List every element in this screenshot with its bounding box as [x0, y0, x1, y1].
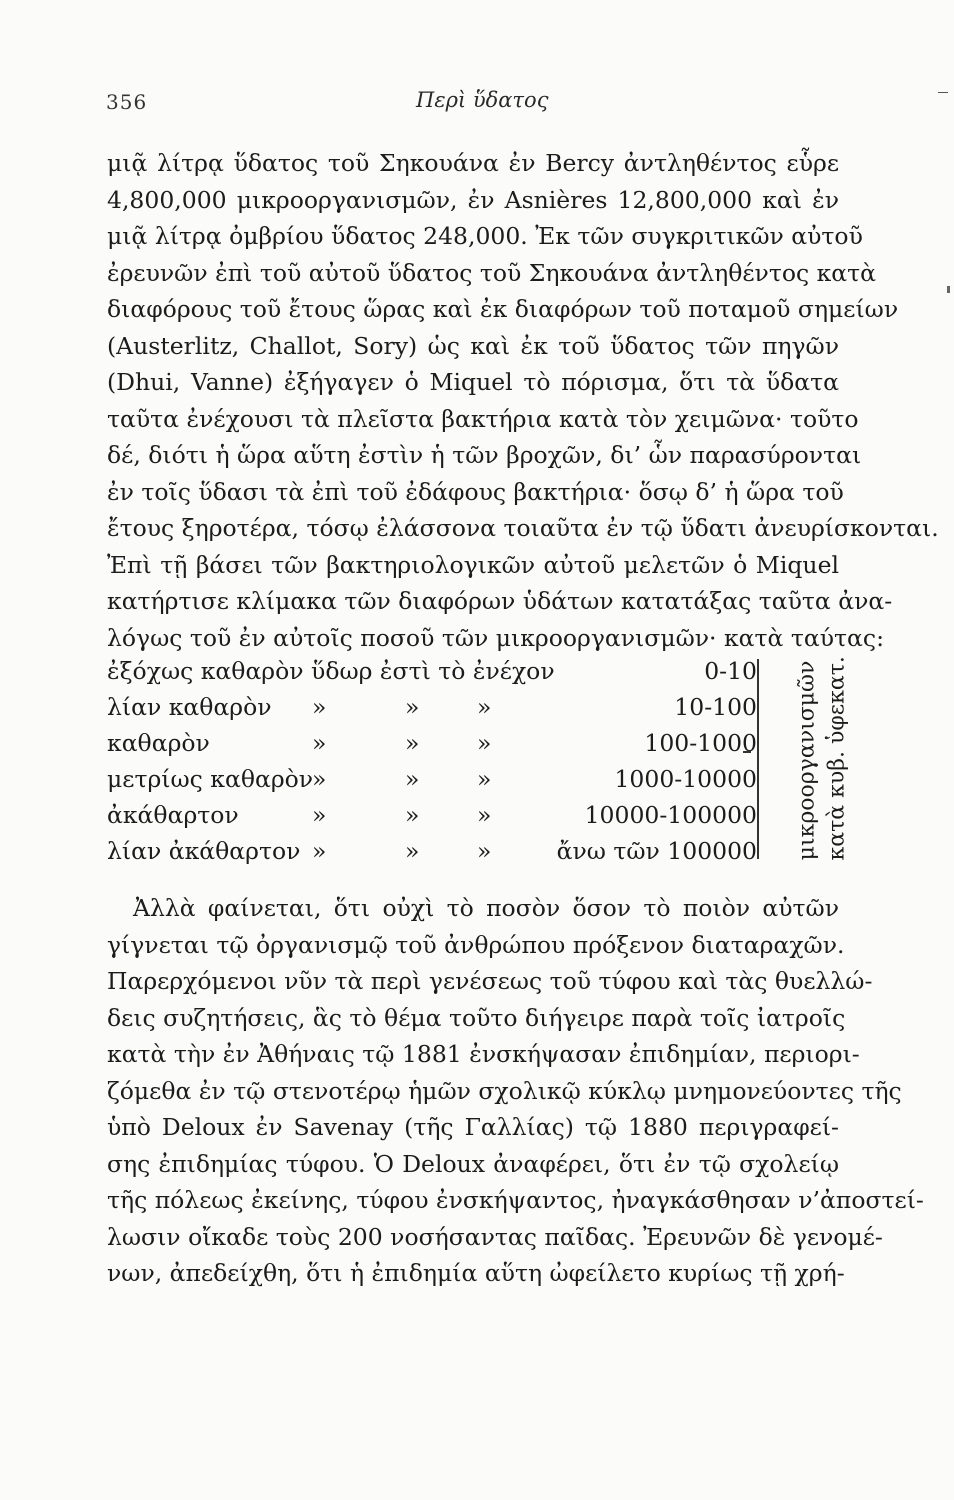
- text-line: ἐρευνῶν ἐπὶ τοῦ αὐτοῦ ὕδατος τοῦ Σηκουάνα ἀντληθέντος κατὰ: [107, 258, 877, 287]
- text-line: Ἐπὶ τῇ βάσει τῶν βακτηριολογικῶν αὐτοῦ μελετῶν ὁ Miquel: [107, 550, 839, 579]
- text-line: (Austerlitz, Challot, Sory) ὡς καὶ ἐκ τοῦ ὕδατος τῶν πηγῶν: [107, 331, 839, 360]
- scale-label: μετρίως καθαρὸν: [107, 765, 314, 793]
- text-line: μιᾷ λίτρᾳ ὀμβρίου ὕδατος 248,000. Ἐκ τῶν συγκριτικῶν αὐτοῦ: [107, 222, 863, 250]
- scale-label: λίαν καθαρὸν: [107, 693, 272, 721]
- unit-label-microorganisms: μικροοργανισμῶν: [794, 660, 820, 861]
- text-line: δέ, διότι ἡ ὥρα αὕτη ἐστὶν ἡ τῶν βροχῶν, δι’ ὧν παρασύρονται: [107, 441, 862, 469]
- text-line: γίγνεται τῷ ὀργανισμῷ τοῦ ἀνθρώπου πρόξενον διαταραχῶν.: [107, 930, 845, 959]
- text-line: λόγως τοῦ ἐν αὐτοῖς ποσοῦ τῶν μικροοργανισμῶν· κατὰ ταύτας:: [107, 623, 884, 652]
- scale-label: καθαρὸν: [107, 729, 210, 757]
- margin-mark-small: [947, 286, 950, 293]
- scale-label: ἐξόχως καθαρὸν ὕδωρ ἐστὶ τὸ ἐνέχον: [107, 657, 555, 685]
- water-purity-scale: [107, 653, 850, 868]
- text-line: μιᾷ λίτρᾳ ὕδατος τοῦ Σηκουάνα ἐν Bercy ἀντληθέντος εὗρε: [107, 149, 839, 177]
- text-line: (Dhui, Vanne) ἐξήγαγεν ὁ Miquel τὸ πόρισμα, ὅτι τὰ ὕδατα: [107, 368, 839, 396]
- ditto-mark: »: [312, 693, 327, 721]
- ditto-mark: »: [477, 765, 492, 793]
- ditto-mark: »: [405, 837, 420, 865]
- scale-range: 10000-100000: [584, 801, 757, 829]
- text-line: ὑπὸ Deloux ἐν Savenay (τῆς Γαλλίας) τῷ 1880 περιγραφεί-: [107, 1113, 839, 1141]
- unit-label-per-cc: κατὰ κυβ. ὑφεκατ.: [824, 656, 850, 861]
- scale-row: [107, 797, 757, 833]
- text-line: Ἀλλὰ φαίνεται, ὅτι οὐχὶ τὸ ποσὸν ὅσον τὸ ποιὸν αὐτῶν: [133, 894, 839, 922]
- text-line: δεις συζητήσεις, ἃς τὸ θέμα τοῦτο διήγειρε παρὰ τοῖς ἰατροῖς: [107, 1003, 846, 1032]
- text-line: 4,800,000 μικροοργανισμῶν, ἐν Asnières 12,800,000 καὶ ἐν: [107, 185, 839, 214]
- paragraph-2: [107, 890, 924, 1292]
- grouping-brace-notch: [743, 751, 751, 761]
- scale-range: 10-100: [674, 693, 757, 721]
- scale-range: 100-1000: [644, 729, 757, 757]
- ditto-mark: »: [405, 765, 420, 793]
- scale-row: [107, 761, 757, 797]
- scale-label: λίαν ἀκάθαρτον: [107, 837, 301, 865]
- text-line: λωσιν οἴκαδε τοὺς 200 νοσήσαντας παῖδας. Ἐρευνῶν δὲ γενομέ-: [107, 1222, 883, 1251]
- ditto-mark: »: [312, 837, 327, 865]
- margin-mark: [938, 92, 948, 93]
- text-line: διαφόρους τοῦ ἔτους ὥρας καὶ ἐκ διαφόρων τοῦ ποταμοῦ σημείων: [107, 295, 899, 323]
- ditto-mark: »: [405, 693, 420, 721]
- page-number: 356: [106, 90, 148, 114]
- scale-row: [107, 689, 757, 725]
- ditto-mark: »: [477, 837, 492, 865]
- ditto-mark: »: [312, 765, 327, 793]
- running-title: Περὶ ὕδατος: [416, 88, 549, 112]
- ditto-mark: »: [477, 693, 492, 721]
- text-line: κατήρτισε κλίμακα τῶν διαφόρων ὑδάτων κατατάξας ταῦτα ἀνα-: [107, 587, 893, 615]
- scale-range: 1000-10000: [614, 765, 757, 793]
- text-line: σης ἐπιδημίας τύφου. Ὁ Deloux ἀναφέρει, ὅτι ἐν τῷ σχολείῳ: [107, 1149, 839, 1178]
- text-line: ταῦτα ἐνέχουσι τὰ πλεῖστα βακτήρια κατὰ τὸν χειμῶνα· τοῦτο: [107, 404, 859, 433]
- scale-row: [107, 653, 757, 689]
- text-line: κατὰ τὴν ἐν Ἀθήναις τῷ 1881 ἐνσκήψασαν ἐπιδημίαν, περιορι-: [107, 1040, 860, 1068]
- text-line: νων, ἀπεδείχθη, ὅτι ἡ ἐπιδημία αὕτη ὠφείλετο κυρίως τῇ χρή-: [107, 1259, 845, 1287]
- ditto-mark: »: [477, 729, 492, 757]
- text-line: Παρερχόμενοι νῦν τὰ περὶ γενέσεως τοῦ τύφου καὶ τὰς θυελλώ-: [107, 967, 873, 995]
- scale-range: 0-10: [704, 657, 757, 685]
- text-line: ἔτους ξηροτέρα, τόσῳ ἐλάσσονα τοιαῦτα ἐν τῷ ὕδατι ἀνευρίσκονται.: [107, 514, 939, 542]
- scale-label: ἀκάθαρτον: [107, 801, 239, 829]
- ditto-mark: »: [312, 729, 327, 757]
- text-line: τῆς πόλεως ἐκείνης, τύφου ἐνσκήψαντος, ἠναγκάσθησαν ν’ἀποστεί-: [107, 1186, 924, 1214]
- paragraph-1: [107, 145, 939, 656]
- scale-row: [107, 725, 757, 761]
- text-line: ἐν τοῖς ὕδασι τὰ ἐπὶ τοῦ ἐδάφους βακτήρια· ὅσῳ δ’ ἡ ὥρα τοῦ: [107, 477, 844, 506]
- ditto-mark: »: [477, 801, 492, 829]
- scale-row: [107, 833, 757, 869]
- ditto-mark: »: [405, 801, 420, 829]
- ditto-mark: »: [312, 801, 327, 829]
- scale-range: ἄνω τῶν 100000: [556, 837, 757, 865]
- text-line: ζόμεθα ἐν τῷ στενοτέρῳ ἡμῶν σχολικῷ κύκλῳ μνημονεύοντες τῆς: [107, 1076, 902, 1105]
- ditto-mark: »: [405, 729, 420, 757]
